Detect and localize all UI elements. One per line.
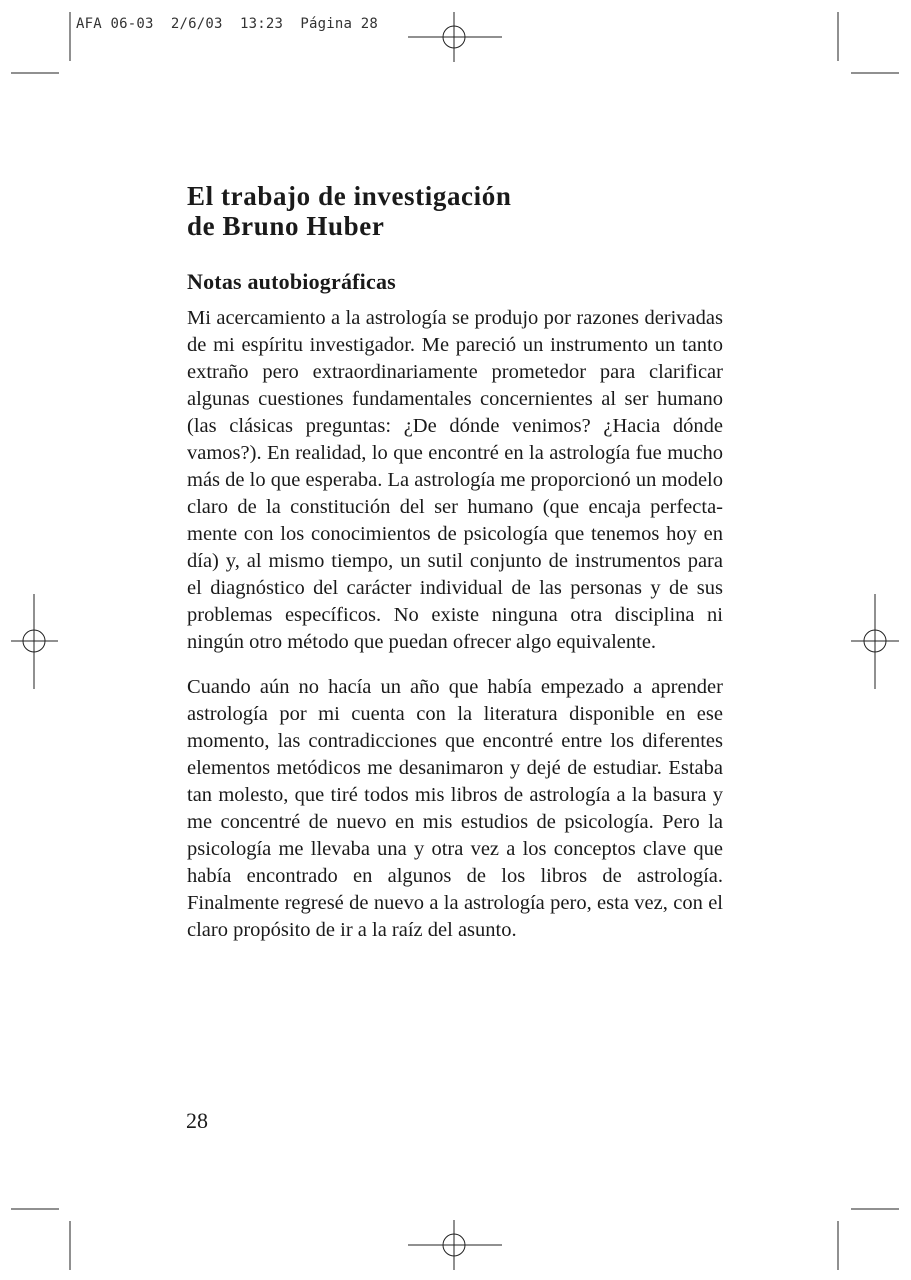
chapter-title-line: de Bruno Huber: [187, 211, 385, 241]
text-block: [187, 181, 723, 944]
registration-mark-bottom: [408, 1220, 502, 1270]
paragraph: Mi acercamiento a la astrología se produjo por razones derivadas de mi espíritu investigador. Me pareció un instrumento un tanto extraño pero extraordinariamente prometedor para clarificar algunas cuestiones fundamentales concernientes al ser humano (las clásicas preguntas: ¿De dónde venimos? ¿Hacia dónde vamos?). En realidad, lo que encontré en la astrología fue mucho más de lo que esperaba. La astrología me proporcionó un modelo claro de la constitución del ser humano (que encaja perfectamente con los conocimientos de psicología que tenemos hoy en día) y, al mismo tiempo, un sutil conjunto de instrumentos para el diagnóstico del carácter individual de las personas y de sus problemas específicos. No existe ninguna otra disciplina ni ningún otro método que puedan ofrecer algo equivalente.: [187, 307, 723, 653]
registration-mark-left: [11, 594, 58, 689]
chapter-title: [187, 181, 723, 241]
registration-mark-right: [851, 594, 899, 689]
paragraph: Cuando aún no hacía un año que había empezado a aprender astrología por mi cuenta con la literatura disponible en ese momento, las contradicciones que encontré entre los diferentes elementos metódicos me desanimaron y dejé de estudiar. Estaba tan molesto, que tiré todos mis libros de astrología a la basura y me concentré de nuevo en mis estudios de psicología. Pero la psicología me llevaba una y otra vez a los conceptos clave que había encontrado en algunos de los libros de astrología. Finalmente regresé de nuevo a la astrología pero, esta vez, con el claro propósito de ir a la raíz del asunto.: [187, 676, 723, 941]
print-slug-line: AFA 06-03 2/6/03 13:23 Página 28: [76, 16, 379, 32]
page-number: 28: [186, 1108, 208, 1133]
registration-mark-top: [408, 12, 502, 62]
chapter-title-line: El trabajo de investigación: [187, 181, 512, 211]
section-title: Notas autobiográficas: [187, 269, 396, 294]
